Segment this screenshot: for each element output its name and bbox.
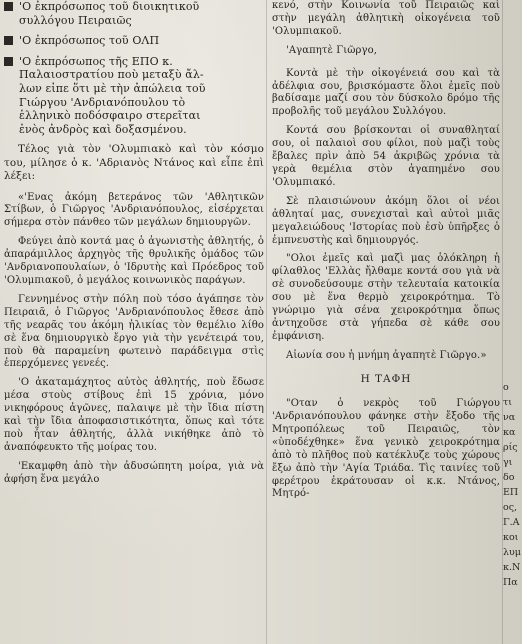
bullet-3-line-2: Παλαιοστρατίου ποὺ μεταξὺ ἄλ- bbox=[19, 68, 204, 82]
speech-paragraph: Φεύγει ἀπὸ κοντά μας ὁ ἀγωνιστὴς ἀθλητής, ὁ ἀπαράμιλλος ἀρχηγὸς τῆς θρυλικῆς ὁμάδος τῶν 'Ανδριανοπουλαίων, ὁ 'Ιδρυτὴς καὶ Πρόεδρος τοῦ 'Ολυμπιακοῦ, ὁ μεγάλος κοινωνικὸς παράγων. bbox=[4, 236, 264, 286]
burial-paragraph: "Οταν ὁ νεκρὸς τοῦ Γιώργου 'Ανδριανόπουλου φάνηκε στὴν ἔξοδο τῆς Μητροπόλεως τοῦ Πειραιῶς, τὸν «ὑποδέχθηκε» ἕνα γενικὸ χειροκρότημα ἀπὸ τὸ πλῆθος ποὺ κατέκλυζε τοὺς χώρους ἔξω ἀπὸ τὴν 'Αγία Τριάδα. Τὶς ταινίες τοῦ φερέτρου ἐκράτουσαν οἱ κ.κ. Ντάνος, Μητρό- bbox=[272, 398, 500, 500]
speech-paragraph: Κοντά σου βρίσκονται οἱ συναθληταί σου, οἱ παλαιοὶ σου φίλοι, ποὺ μαζὶ τοὺς ἔβαλες πρὶν ἀπὸ 54 ἀκριβῶς χρόνια τὰ γερὰ θεμέλια στὸν ἀγαπημένο σου 'Ολυμπιακό. bbox=[272, 125, 500, 188]
bullet-2-line-1: 'Ο ἐκπρόσωπος τοῦ ΟΛΠ bbox=[19, 34, 160, 48]
bullet-1-line-1: 'Ο ἐκπρόσωπος τοῦ διοικητικοῦ bbox=[19, 0, 200, 13]
bullet-item-3 bbox=[4, 55, 264, 137]
fragment-line: κα bbox=[503, 427, 516, 438]
speech-paragraph: "Ολοι ἐμεῖς καὶ μαζὶ μας ὁλόκληρη ἡ φίλαθλος 'Ελλὰς ἤλθαμε κοντά σου γιὰ νὰ σὲ συνοδεύσουμε στὴν τελευταία κατοικία σου μὲ ἕνα θερμὸ χειροκρότημα. Τὸ γνώριμο γιὰ σένα χειροκρότημα ὅπως ἀντηχοῦσε στὰ γήπεδα σὲ κάθε σου ἐμφάνιση. bbox=[272, 253, 500, 342]
fragment-line: δο bbox=[503, 472, 515, 483]
speech-closing: Αἰωνία σου ἡ μνήμη ἀγαπητὲ Γιῶργο.» bbox=[286, 349, 487, 361]
bullet-3-line-4: Γιώργου 'Ανδριανόπουλου τὸ bbox=[19, 95, 186, 109]
fragment-line: να bbox=[503, 412, 516, 423]
speech-quote-left bbox=[4, 192, 264, 487]
fragment-line: ος, bbox=[503, 502, 518, 513]
fragment-line: ο bbox=[503, 382, 509, 393]
fragment-line: κοι bbox=[503, 532, 519, 543]
speech-paragraph: 'Εκαμφθη ἀπὸ τὴν ἀδυσώπητη μοίρα, γιὰ νὰ ἀφήση ἕνα μεγάλο bbox=[4, 460, 264, 485]
fragment-line: ΕΠ bbox=[503, 487, 519, 498]
bullet-item-2 bbox=[4, 34, 264, 48]
fragment-line: ρίς bbox=[503, 442, 518, 453]
burial-section bbox=[272, 398, 500, 501]
square-bullet-icon bbox=[4, 36, 13, 45]
speech-paragraph: «'Ενας ἀκόμη βετεράνος τῶν 'Αθλητικῶν Στίβων, ὁ Γιῶργος 'Ανδριανόπουλος, εἰσέρχεται σήμερα στὸν πάνθεο τῶν μεγάλων δημιουργῶν. bbox=[4, 191, 264, 229]
right-column bbox=[272, 0, 500, 644]
square-bullet-icon bbox=[4, 2, 13, 11]
adjacent-column-fragment bbox=[503, 0, 522, 644]
bullet-3-line-3: λων εἶπε ὅτι μὲ τὴν ἀπώλεια τοῦ bbox=[19, 81, 206, 95]
fragment-line: Πα bbox=[503, 577, 518, 588]
speech-salutation: 'Αγαπητὲ Γιῶργο, bbox=[286, 44, 378, 56]
speech-continuation: κενό, στὴν Κοινωνία τοῦ Πειραιῶς καὶ στὴν μεγάλη ἀθλητικὴ οἰκογένεια τοῦ 'Ολυμπιακοῦ. bbox=[272, 0, 500, 37]
speech-paragraph: Σὲ πλαισιώνουν ἀκόμη ὅλοι οἱ νέοι ἀθληταί μας, συνεχισταὶ καὶ αὐτοὶ μιᾶς μεγαλειώδους 'Ιστορίας ποὺ ἐσὺ ὑπῆρξες ὁ ἐμπνευστὴς καὶ δημιουργός. bbox=[272, 195, 500, 246]
speech-intro: Τέλος γιὰ τὸν 'Ολυμπιακὸ καὶ τὸν κόσμο του, μίλησε ὁ κ. 'Αδριανὸς Ντάνος καὶ εἶπε ἐπὶ λέξει: bbox=[4, 143, 264, 183]
speech-paragraph: 'Ο ἀκαταμάχητος αὐτὸς ἀθλητής, ποὺ ἔδωσε μέσα στοὺς στίβους ἐπὶ 15 χρόνια, μόνο νικηφόρους ἀγῶνες, παλαιψε μὲ τὴν ἴδια πίστη καὶ τὴν ἴδια ἀποφασιστικότητα, ὅπως καὶ τότε ποὺ ἦταν ἀθλητής, ἀλλὰ νικήθηκε ἀπὸ τὸ ἀναπόφευκτο τῆς μοίρας του. bbox=[4, 377, 264, 453]
fragment-line: Γ.Α bbox=[503, 517, 520, 528]
fragment-line: τι bbox=[503, 397, 512, 408]
bullet-item-1 bbox=[4, 0, 264, 27]
bullet-3-line-1: 'Ο ἐκπρόσωπος τῆς ΕΠΟ κ. bbox=[19, 54, 173, 68]
speech-paragraph: Κοντὰ μὲ τὴν οἰκογένειά σου καὶ τὰ ἀδέλφια σου, βρισκόμαστε ὅλοι ἐμεῖς ποὺ βαδίσαμε μαζί σου τὸν δύσκολο δρόμο τῆς προβολῆς τοῦ μεγάλου Συλλόγου. bbox=[272, 67, 500, 118]
section-heading: Η ΤΑΦΗ bbox=[360, 372, 412, 385]
column-divider bbox=[266, 0, 267, 644]
fragment-line: κ.Ν bbox=[503, 562, 521, 573]
fragment-line: λυμ bbox=[503, 547, 521, 558]
bullet-3-line-6: ἐνὸς ἀνδρὸς καὶ δοξασμένου. bbox=[19, 122, 187, 136]
square-bullet-icon bbox=[4, 57, 13, 66]
left-column bbox=[4, 0, 264, 644]
speech-paragraph: Γεννημένος στὴν πόλη ποὺ τόσο ἀγάπησε τὸν Πειραιᾶ, ὁ Γιῶργος 'Ανδριανόπουλος ἔθεσε ἀπὸ τῆς νεαρᾶς του ἀκόμη ἡλικίας τὸν θεμέλιο λίθο σὲ ἕνα δημιουργικὸ ἔργο γιὰ τὴν γενέτειρά του, ποὺ θὰ παραμείνη φωτεινὸ παράδειγμα στὶς ἐπερχόμενες γενεές. bbox=[4, 293, 264, 370]
bullet-1-line-2: συλλόγου Πειραιῶς bbox=[19, 13, 132, 27]
bullet-3-line-5: ἑλληνικὸ ποδόσφαιρο στερεῖται bbox=[19, 109, 201, 123]
speech-quote-right bbox=[272, 0, 500, 363]
fragment-line: γι bbox=[503, 457, 513, 468]
